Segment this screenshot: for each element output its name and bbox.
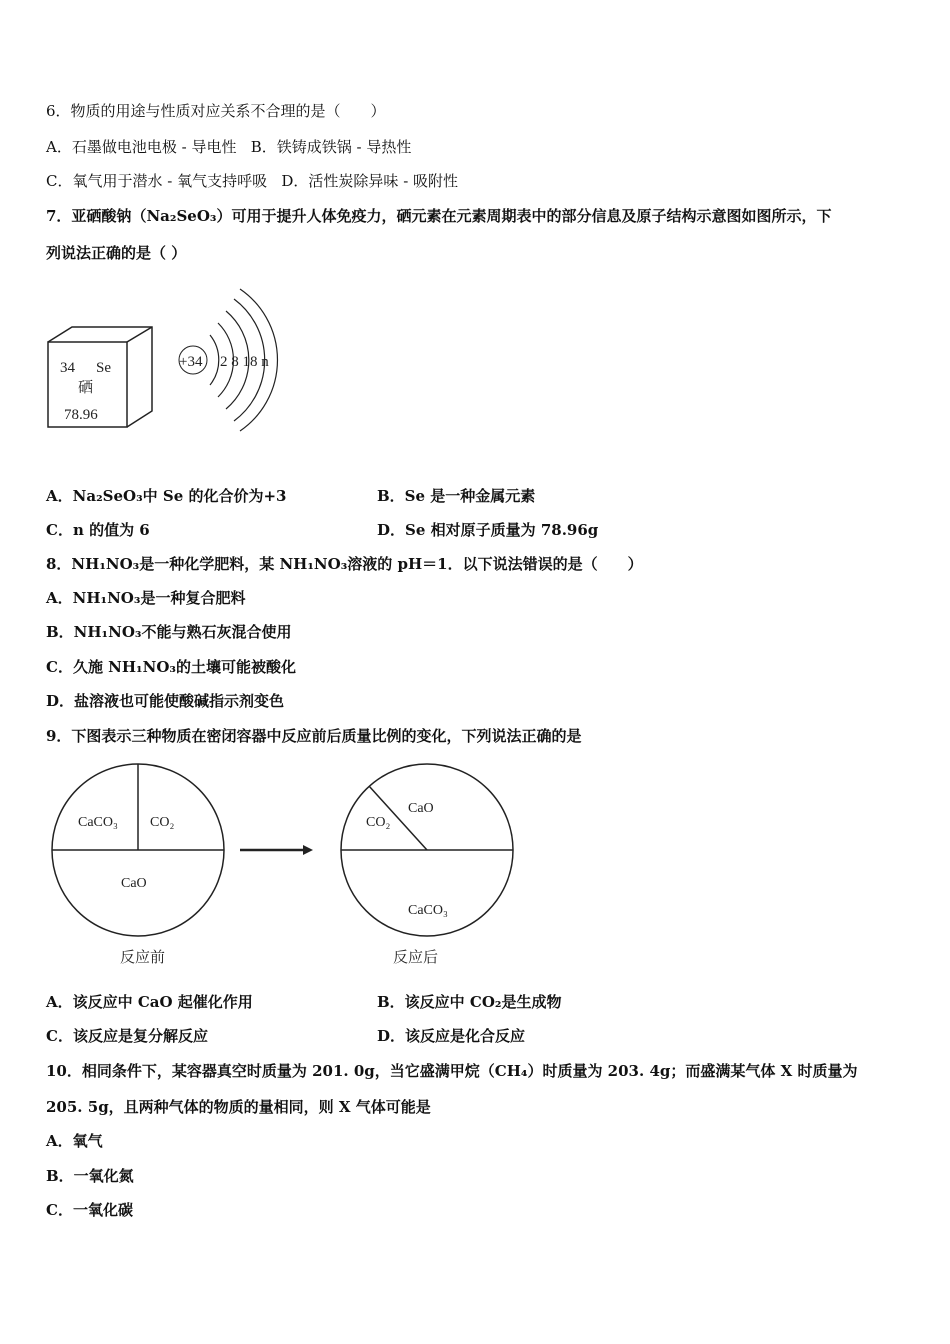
q9-option-b: B．该反应中 CO₂是生成物 [377, 993, 562, 1011]
q7-option-b: B．Se 是一种金属元素 [377, 487, 536, 505]
after-label: 反应后 [393, 950, 439, 966]
q9-option-c: C．该反应是复分解反应 [46, 1027, 208, 1045]
element-symbol: Se [96, 360, 111, 376]
q7-option-c: C．n 的值为 6 [46, 521, 150, 539]
arrow-icon [240, 845, 313, 855]
before-caco3: CaCO₃ [78, 815, 118, 830]
q6-option-a: A．石墨做电池电极 - 导电性 [46, 138, 237, 156]
q6-option-c: C．氧气用于潜水 - 氧气支持呼吸 [46, 172, 268, 190]
element-name: 硒 [78, 380, 94, 396]
q8-option-a: A．NH₁NO₃是一种复合肥料 [46, 589, 246, 607]
q8-stem: 8．NH₁NO₃是一种化学肥料，某 NH₁NO₃溶液的 pH＝1．以下说法错误的是（ ） [46, 555, 643, 573]
q7-stem-line2: 列说法正确的是（ ） [46, 244, 187, 262]
shell-electrons: 2 8 18 n [220, 354, 269, 370]
q9-stem: 9．下图表示三种物质在密闭容器中反应前后质量比例的变化，下列说法正确的是 [46, 727, 582, 745]
q7-stem-line1: 7．亚硒酸钠（Na₂SeO₃）可用于提升人体免疫力，硒元素在元素周期表中的部分信息及原子结构示意图如图所示，下 [46, 207, 832, 225]
after-caco3: CaCO₃ [408, 903, 448, 918]
q6-stem: 6．物质的用途与性质对应关系不合理的是（ ） [46, 102, 386, 120]
q10-option-b: B．一氧化氮 [46, 1167, 134, 1185]
before-label: 反应前 [120, 950, 166, 966]
q7-option-d: D．Se 相对原子质量为 78.96g [377, 521, 599, 539]
reaction-pie-figure [45, 758, 525, 973]
q9-option-a: A．该反应中 CaO 起催化作用 [46, 993, 253, 1011]
q8-option-c: C．久施 NH₁NO₃的土壤可能被酸化 [46, 658, 296, 676]
q7-option-a: A．Na₂SeO₃中 Se 的化合价为+3 [46, 487, 287, 505]
q8-option-b: B．NH₁NO₃不能与熟石灰混合使用 [46, 623, 292, 641]
q9-option-d: D．该反应是化合反应 [377, 1027, 526, 1045]
q8-option-d: D．盐溶液也可能使酸碱指示剂变色 [46, 692, 285, 710]
atomic-number: 34 [60, 360, 75, 376]
atomic-mass: 78.96 [64, 407, 98, 423]
q10-option-c: C．一氧化碳 [46, 1201, 133, 1219]
q6-option-b: B．铁铸成铁锅 - 导热性 [250, 138, 412, 156]
q6-options-cd [46, 171, 458, 191]
before-co2: CO₂ [150, 815, 175, 830]
nucleus-charge: +34 [179, 354, 203, 370]
q10-stem-line2: 205. 5g，且两种气体的物质的量相同，则 X 气体可能是 [46, 1098, 431, 1116]
after-co2: CO₂ [366, 815, 391, 830]
before-cao: CaO [121, 876, 147, 891]
selenium-figure [40, 285, 290, 435]
q6-option-d: D．活性炭除异味 - 吸附性 [281, 172, 459, 190]
q6-options-ab [46, 137, 411, 157]
q10-stem-line1: 10．相同条件下，某容器真空时质量为 201. 0g，当它盛满甲烷（CH₄）时质量为 203. 4g；而盛满某气体 X 时质量为 [46, 1062, 858, 1080]
after-cao: CaO [408, 801, 434, 816]
q10-option-a: A．氧气 [46, 1132, 103, 1150]
